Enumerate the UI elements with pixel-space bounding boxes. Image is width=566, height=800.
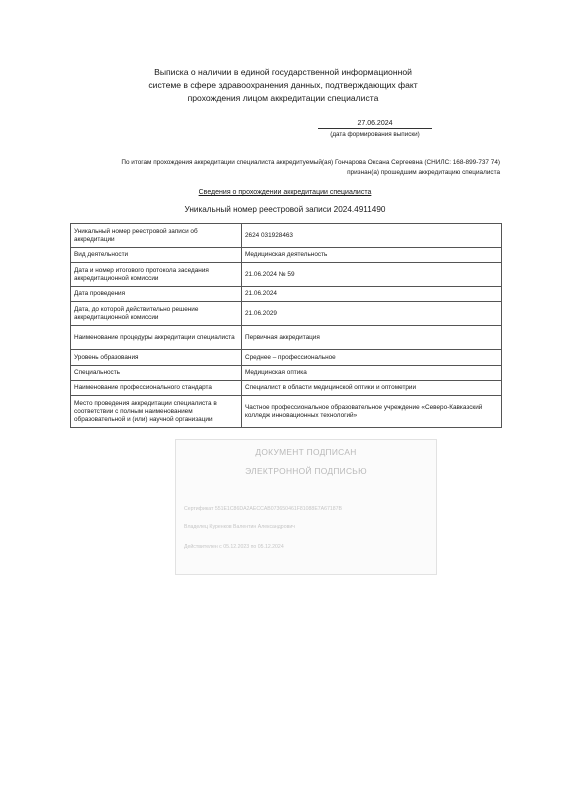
electronic-signature-stamp	[175, 439, 437, 575]
row-label: Дата и номер итогового протокола заседания аккредитационной комиссии	[71, 263, 242, 287]
row-label: Дата, до которой действительно решение аккредитационной комиссии	[71, 302, 242, 326]
table-row	[71, 224, 502, 248]
stamp-owner: Владелец Куренков Валентин Александрович	[184, 524, 295, 530]
row-value: Первичная аккредитация	[242, 326, 502, 350]
formation-date-block	[318, 120, 432, 138]
table-row	[71, 350, 502, 366]
row-value: 21.06.2029	[242, 302, 502, 326]
stamp-title-line-1: ДОКУМЕНТ ПОДПИСАН	[255, 447, 357, 457]
row-value: 2624 031928463	[242, 224, 502, 248]
table-row	[71, 302, 502, 326]
row-label: Уникальный номер реестровой записи об аккредитации	[71, 224, 242, 248]
row-value: 21.06.2024 № 59	[242, 263, 502, 287]
document-title	[118, 66, 448, 105]
title-line-2: системе в сфере здравоохранения данных, подтверждающих факт	[148, 80, 418, 90]
table-row	[71, 263, 502, 287]
table-row	[71, 248, 502, 263]
row-label: Наименование процедуры аккредитации специалиста	[71, 326, 242, 350]
stamp-title-line-2: ЭЛЕКТРОННОЙ ПОДПИСЬЮ	[245, 466, 367, 476]
table-row	[71, 396, 502, 428]
section-title: Сведения о прохождении аккредитации специалиста	[198, 189, 372, 196]
row-label: Наименование профессионального стандарта	[71, 381, 242, 396]
title-line-1: Выписка о наличии в единой государственной информационной	[154, 67, 412, 77]
accreditation-info-table	[70, 223, 502, 428]
row-value: Медицинская оптика	[242, 366, 502, 381]
accreditation-result	[60, 158, 500, 178]
row-value: Медицинская деятельность	[242, 248, 502, 263]
row-label: Вид деятельности	[71, 248, 242, 263]
row-label: Специальность	[71, 366, 242, 381]
row-value: Специалист в области медицинской оптики и оптометрии	[242, 381, 502, 396]
table-row	[71, 366, 502, 381]
stamp-validity: Действителен с 05.12.2023 по 05.12.2024	[184, 544, 284, 550]
table-row	[71, 326, 502, 350]
table-row	[71, 381, 502, 396]
table-row	[71, 287, 502, 302]
formation-date: 27.06.2024	[318, 120, 432, 129]
registry-number-heading: Уникальный номер реестровой записи 2024.4911490	[184, 205, 386, 214]
row-label: Уровень образования	[71, 350, 242, 366]
stamp-certificate: Сертификат 551E1C86DA2AECCAB073650461F81088E7A67187B	[184, 506, 343, 512]
result-line-1: По итогам прохождения аккредитации специалиста аккредитуемый(ая) Гончарова Оксана Сергеевна (СНИЛС: 168-899-737 74)	[121, 159, 500, 166]
result-line-2: признан(а) прошедшим аккредитацию специалиста	[347, 169, 500, 176]
row-value: Частное профессиональное образовательное учреждение «Северо-Кавказский колледж инновационных технологий»	[242, 396, 502, 428]
row-label: Дата проведения	[71, 287, 242, 302]
row-value: 21.06.2024	[242, 287, 502, 302]
row-value: Среднее – профессиональное	[242, 350, 502, 366]
formation-date-caption: (дата формирования выписки)	[330, 131, 420, 138]
title-line-3: прохождения лицом аккредитации специалиста	[187, 93, 379, 103]
row-label: Место проведения аккредитации специалиста в соответствии с полным наименованием образовательной и (или) научной организации	[71, 396, 242, 428]
